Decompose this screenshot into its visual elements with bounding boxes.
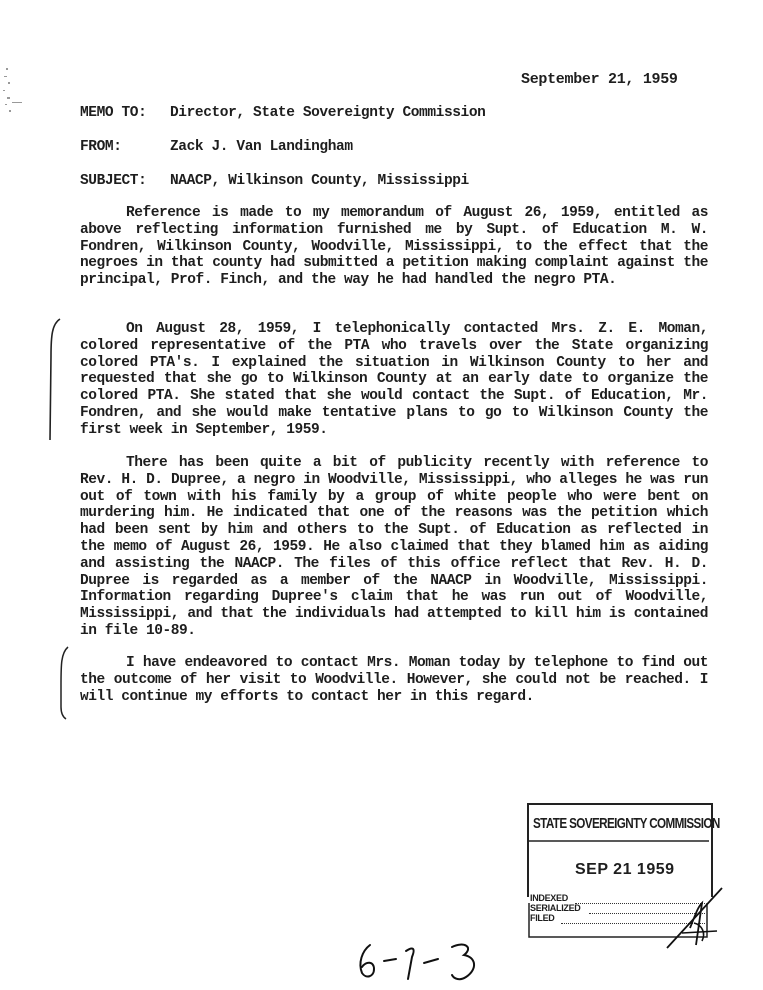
subject-line — [80, 173, 469, 189]
paragraph-2: On August 28, 1959, I telephonically contacted Mrs. Z. E. Moman, colored representative of the PTA who travels over the State organizing colored PTA's. I explained the situation in Wilkinson County to her and requested that she go to Wilkinson County at an early date to organize the colored PTA. She stated that she would contact the Supt. of Education, Mr. Fondren, and she would make tentative plans to go to Wilkinson County the first week in September, 1959. — [80, 321, 708, 438]
stamp-filed: FILED — [530, 913, 555, 923]
stamp-date: SEP 21 1959 — [575, 861, 675, 878]
memo-to-label: MEMO TO: — [80, 105, 147, 121]
from-line — [80, 139, 353, 155]
paragraph-4: I have endeavored to contact Mrs. Moman today by telephone to find out the outcome of her visit to Woodville. However, she could not be reached. I will continue my efforts to contact her in this regard. — [80, 655, 708, 705]
handwritten-file-number — [354, 937, 494, 987]
stamp-title: STATE SOVEREIGNTY COMMISSION — [533, 815, 720, 832]
paragraph-3: There has been quite a bit of publicity recently with reference to Rev. H. D. Dupree, a negro in Woodville, Mississippi, who alleges he was run out of town with his family by a group of white people who were bent on murdering him. He indicated that one of the reasons was the petition which had been sent by him and others to the Supt. of Education as reflected in the memo of August 26, 1959. He also claimed that they blamed him as aiding and assisting the NAACP. The files of this office reflect that Rev. H. D. Dupree is regarded as a member of the NAACP in Woodville, Mississippi. Information regarding Dupree's claim that he was run out of Woodville, Mississippi, and that the individuals had attempted to kill him is contained in file 10-89. — [80, 455, 708, 639]
subject-value: NAACP, Wilkinson County, Mississippi — [170, 173, 469, 189]
memo-date: September 21, 1959 — [521, 71, 678, 88]
stamp-serialized: SERIALIZED — [530, 903, 581, 913]
scan-noise — [0, 60, 30, 160]
from-label: FROM: — [80, 139, 122, 155]
memo-to-line — [80, 105, 485, 121]
subject-label: SUBJECT: — [80, 173, 147, 189]
margin-bracket-1 — [46, 316, 66, 446]
memo-to-value: Director, State Sovereignty Commission — [170, 105, 486, 121]
paragraph-1: Reference is made to my memorandum of August 26, 1959, entitled as above reflecting information furnished me by Supt. of Education M. W. Fondren, Wilkinson County, Woodville, Mississippi, to the effect that the negroes in that county had submitted a petition making complaint against the principal, Prof. Finch, and the way he had handled the negro PTA. — [80, 205, 708, 289]
stamp-indexed: INDEXED — [530, 893, 568, 903]
received-stamp — [527, 803, 720, 951]
from-value: Zack J. Van Landingham — [170, 139, 353, 155]
stamp-title-underline — [527, 839, 713, 843]
initials-mark — [662, 883, 732, 953]
margin-bracket-2 — [56, 645, 76, 725]
